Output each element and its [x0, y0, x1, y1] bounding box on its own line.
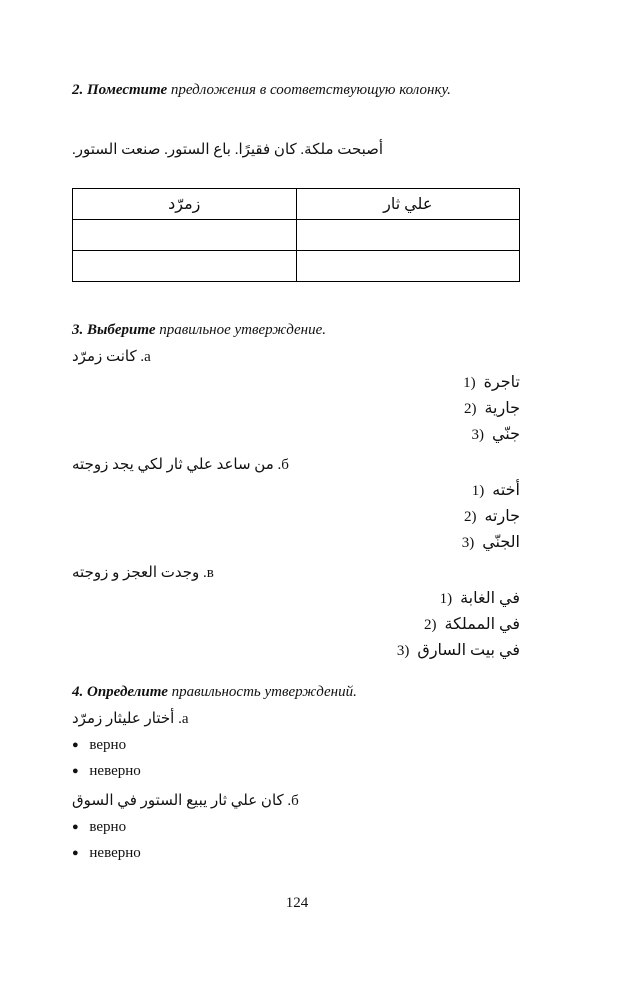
- option-line: [72, 370, 520, 396]
- option-number: 1): [463, 375, 476, 391]
- option-number: 2): [463, 509, 477, 525]
- statement-b-prompt: [72, 788, 520, 814]
- bullet-icon: ●: [72, 847, 79, 859]
- option-number: 1): [439, 591, 453, 607]
- page-number: 124: [285, 895, 309, 911]
- bullet-icon: ●: [72, 765, 79, 777]
- false-option-line: [72, 840, 520, 866]
- item-label: в.: [203, 565, 214, 581]
- option-arabic-text: تاجرة: [483, 374, 520, 391]
- item-label: б.: [277, 457, 289, 473]
- column-header-ali-shar: علي ثار: [296, 189, 520, 220]
- option-arabic-text: في الغابة: [460, 590, 520, 607]
- table-row: [73, 220, 520, 251]
- option-number: 1): [471, 483, 485, 499]
- item-arabic-text: من ساعد علي ثار لكي يجد زوجته: [72, 457, 274, 473]
- bullet-icon: ●: [72, 739, 79, 751]
- item-arabic-text: كانت زمرّد: [72, 349, 137, 365]
- exercise-3-heading: [72, 320, 520, 340]
- false-option-line: [72, 758, 520, 784]
- bullet-icon: ●: [72, 821, 79, 833]
- item-label: а.: [178, 711, 189, 727]
- option-line: [72, 422, 520, 448]
- table-header-row: [73, 189, 520, 220]
- exercise-3-instruction: правильное утверждение.: [159, 322, 327, 338]
- option-arabic-text: في بيت السارق: [417, 642, 520, 659]
- exercise-2-heading: [72, 80, 520, 100]
- option-number: 2): [423, 617, 437, 633]
- option-arabic-text: أخته: [492, 482, 520, 499]
- exercise-4-number: 4.: [72, 684, 84, 700]
- option-line: [72, 478, 520, 504]
- option-arabic-text: الجنّي: [482, 534, 520, 551]
- true-option-line: [72, 732, 520, 758]
- option-arabic-text: جارية: [484, 400, 520, 417]
- item-b-prompt: [72, 452, 520, 478]
- statement-a-prompt: [72, 706, 520, 732]
- option-arabic-text: في المملكة: [444, 616, 520, 633]
- table-row: [73, 251, 520, 282]
- empty-cell: [296, 251, 520, 282]
- item-label: б.: [287, 793, 299, 809]
- true-option-line: [72, 814, 520, 840]
- empty-cell: [73, 251, 297, 282]
- exercise-4-heading: [72, 682, 520, 702]
- exercise-3-verb: Выберите: [87, 322, 156, 338]
- sorting-table: [72, 188, 520, 282]
- answer-option: неверно: [89, 763, 141, 779]
- item-arabic-text: أختار عليثار زمرّد: [72, 711, 175, 727]
- item-label: а.: [140, 349, 151, 365]
- empty-cell: [296, 220, 520, 251]
- item-arabic-text: وجدت العجز و زوجته: [72, 565, 200, 581]
- option-number: 3): [471, 427, 484, 443]
- empty-cell: [73, 220, 297, 251]
- item-arabic-text: كان علي ثار يبيع الستور في السوق: [72, 793, 284, 809]
- exercise-2-instruction: предложения в соответствующую колонку.: [170, 82, 451, 98]
- exercise-2-verb: Поместите: [87, 82, 168, 98]
- option-arabic-text: جارته: [484, 508, 520, 525]
- exercise-4-instruction: правильность утверждений.: [171, 684, 357, 700]
- item-v-prompt: [72, 560, 520, 586]
- exercise-2-number: 2.: [72, 82, 84, 98]
- option-line: [72, 396, 520, 422]
- option-line: [72, 638, 520, 664]
- exercise-3-number: 3.: [72, 322, 84, 338]
- answer-option: верно: [89, 737, 127, 753]
- answer-option: верно: [89, 819, 127, 835]
- option-line: [72, 504, 520, 530]
- item-a-prompt: [72, 344, 520, 370]
- column-header-zumurrud: زمرّد: [73, 189, 297, 220]
- option-arabic-text: جنّي: [491, 426, 520, 443]
- option-number: 3): [396, 643, 410, 659]
- arabic-sentences-to-sort: أصبحت ملكة. كان فقيرًا. باع الستور. صنعت الستور.: [72, 142, 384, 158]
- option-line: [72, 612, 520, 638]
- option-line: [72, 586, 520, 612]
- option-line: [72, 530, 520, 556]
- option-number: 3): [461, 535, 475, 551]
- option-number: 2): [463, 401, 477, 417]
- exercise-4-verb: Определите: [87, 684, 168, 700]
- answer-option: неверно: [89, 845, 141, 861]
